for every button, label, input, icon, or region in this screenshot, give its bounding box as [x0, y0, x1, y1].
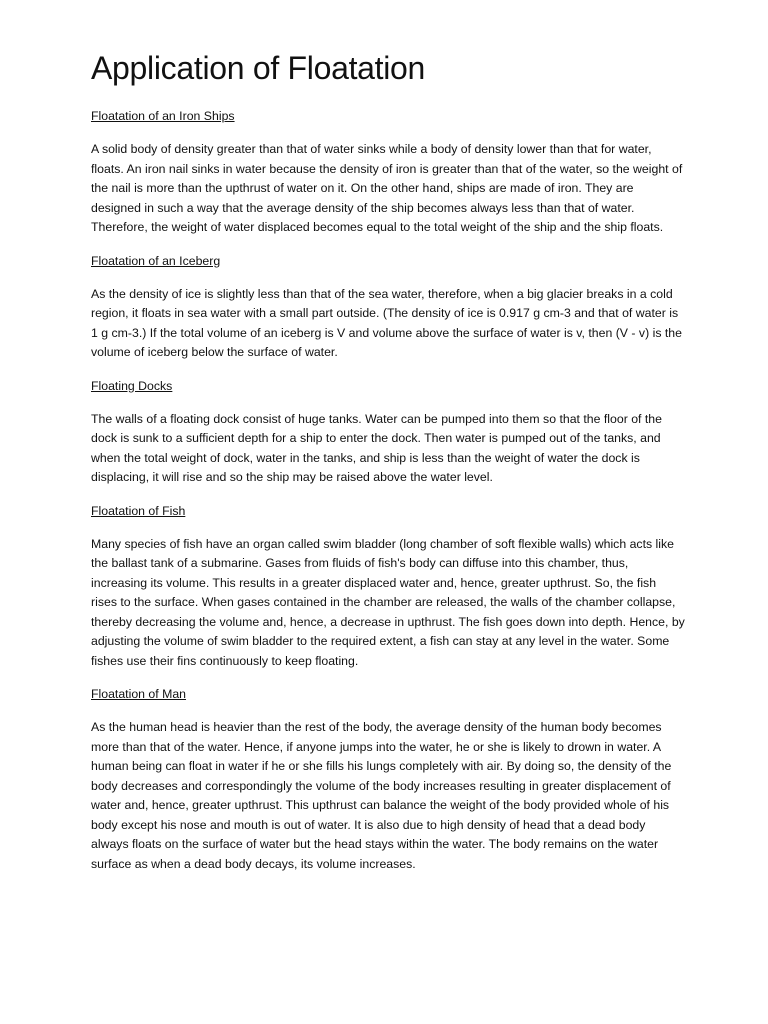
section-man	[91, 684, 685, 874]
document-sections	[91, 106, 685, 887]
section-heading: Floating Docks	[91, 378, 173, 393]
section-heading: Floatation of Fish	[91, 503, 186, 518]
section-iceberg	[91, 251, 685, 363]
section-iron-ships	[91, 106, 685, 238]
section-paragraph: A solid body of density greater than that of water sinks while a body of density lower than that for water, floats. An iron nail sinks in water because the density of iron is greater than that of the water, so the weight of the nail is more than the upthrust of water on it. On the other hand, ships are made of iron. They are designed in such a way that the average density of the ship becomes always less than that of water. Therefore, the weight of water displaced becomes equal to the total weight of the ship and the ship floats.	[91, 142, 683, 234]
section-floating-docks	[91, 376, 685, 488]
section-paragraph: As the human head is heavier than the rest of the body, the average density of the human body becomes more than that of the water. Hence, if anyone jumps into the water, he or she is likely to drown in water. A human being can float in water if he or she fills his lungs completely with air. By doing so, the density of the body decreases and correspondingly the volume of the body increases resulting in greater displacement of water and, hence, greater upthrust. This upthrust can balance the weight of the body provided whole of his body except his nose and mouth is out of water. It is also due to high density of head that a dead body always floats on the surface of water but the head stays within the water. The body remains on the water surface as when a dead body decays, its volume increases.	[91, 720, 672, 871]
section-heading: Floatation of an Iceberg	[91, 253, 221, 268]
section-fish	[91, 501, 685, 672]
section-paragraph: Many species of fish have an organ called swim bladder (long chamber of soft flexible walls) which acts like the ballast tank of a submarine. Gases from fluids of fish's body can diffuse into this chamber, thus, increasing its volume. This results in a greater displaced water and, hence, greater upthrust. So, the fish rises to the surface. When gases contained in the chamber are released, the walls of the chamber collapse, thereby decreasing the volume and, hence, a decrease in upthrust. The fish goes down into depth. Hence, by adjusting the volume of swim bladder to the required extent, a fish can stay at any level in the water. Some fishes use their fins continuously to keep floating.	[91, 536, 685, 668]
section-heading: Floatation of an Iron Ships	[91, 109, 235, 123]
document-title: Application of Floatation	[91, 50, 426, 86]
section-heading: Floatation of Man	[91, 687, 187, 701]
section-paragraph: The walls of a floating dock consist of huge tanks. Water can be pumped into them so that the floor of the dock is sunk to a sufficient depth for a ship to enter the dock. Then water is pumped out of the tanks, and when the total weight of dock, water in the tanks, and ship is less than the weight of water the dock is displacing, it will rise and so the ship may be raised above the water level.	[91, 411, 662, 484]
section-paragraph: As the density of ice is slightly less than that of the sea water, therefore, when a big glacier breaks in a cold region, it floats in sea water with a small part outside. (The density of ice is 0.917 g cm-3 and that of water is 1 g cm-3.) If the total volume of an iceberg is V and volume above the surface of water is v, then (V - v) is the volume of iceberg below the surface of water.	[91, 286, 682, 359]
